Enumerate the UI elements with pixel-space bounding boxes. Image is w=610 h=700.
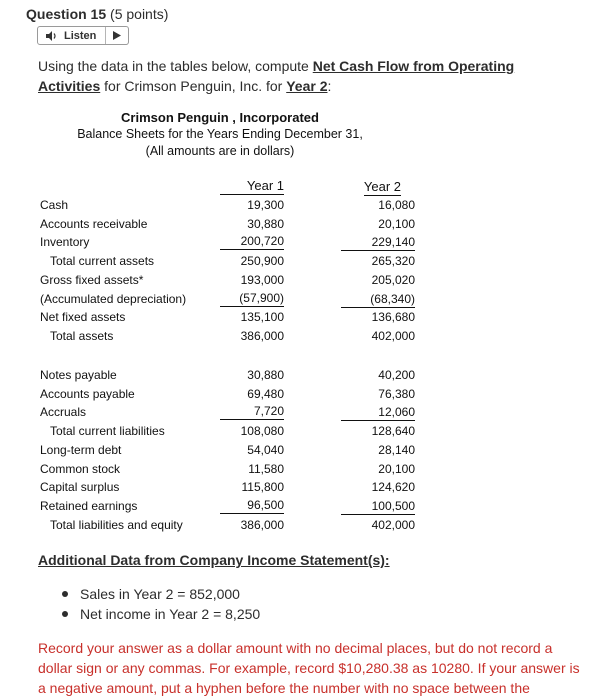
cell-year1: 193,000: [240, 272, 284, 287]
row-label-accounts-receivable: Accounts receivable: [40, 216, 148, 231]
row-label-long-term-debt: Long-term debt: [40, 442, 122, 457]
cell-year1: 30,880: [247, 368, 284, 382]
cell-year1: 69,480: [247, 386, 284, 401]
cell-year1: 108,080: [240, 424, 284, 439]
cell-year1: 200,720: [220, 233, 284, 250]
cell-year2: [327, 215, 415, 233]
cell-year2-value: 20,100: [378, 461, 415, 476]
cell-year2-value: 40,200: [378, 368, 415, 382]
question-points: (5 points): [110, 6, 169, 22]
prompt-text-mid: for Crimson Penguin, Inc. for: [100, 78, 287, 94]
prompt-text-end: :: [327, 78, 332, 94]
units-note: (All amounts are in dollars): [145, 144, 295, 158]
cell-year1: 115,800: [241, 480, 284, 495]
table-row: [40, 478, 420, 496]
cell-year2: [327, 460, 415, 478]
cell-year2-value: 402,000: [371, 517, 415, 532]
row-label-common-stock: Common stock: [40, 461, 121, 476]
balance-sheet-table: [40, 178, 420, 538]
table-row: [40, 215, 420, 233]
listen-button[interactable]: [37, 26, 129, 45]
row-label-accumulated-depreciation: (Accumulated depreciation): [40, 291, 187, 306]
cell-year1: 96,500: [220, 497, 284, 514]
row-label-capital-surplus: Capital surplus: [40, 480, 120, 495]
cell-year2-value: 28,140: [378, 442, 415, 457]
cell-year2-value: 265,320: [371, 254, 415, 269]
cell-year1: 386,000: [240, 517, 284, 532]
table-row: [40, 290, 420, 308]
cell-year2-value: (68,340): [341, 291, 415, 308]
cell-year2-value: 128,640: [371, 424, 415, 439]
table-row: [40, 308, 420, 326]
row-label-retained-earnings: Retained earnings: [40, 498, 138, 513]
cell-year2: [327, 422, 415, 440]
cell-year2: [327, 290, 415, 308]
row-label-gross-fixed-assets: Gross fixed assets*: [40, 272, 144, 287]
cell-year2: [327, 403, 415, 421]
table-row: [40, 460, 420, 478]
cell-year2: [327, 233, 415, 251]
cell-year2-value: 402,000: [371, 328, 415, 343]
cell-year2-value: 100,500: [341, 498, 415, 515]
table-row: [40, 385, 420, 403]
answer-instructions: Record your answer as a dollar amount with no decimal places, but do not record a dollar sign or any commas. For example, record $10,280.38 as 10280. If your answer is a negative amount, put a hyphen before the number with no space between the: [38, 640, 580, 696]
col-year2-label: Year 2: [363, 179, 401, 194]
cell-year2-value: 229,140: [341, 234, 415, 251]
table-row: [40, 422, 420, 440]
cell-year2: [327, 327, 415, 345]
cell-year2-value: 136,680: [371, 310, 415, 325]
row-label-inventory: Inventory: [40, 235, 90, 250]
cell-year2-value: 12,060: [341, 404, 415, 421]
row-label-total-current-assets: Total current assets: [50, 254, 155, 269]
table-row: [40, 271, 420, 289]
question-prompt: [38, 56, 578, 96]
row-label-total-liabilities-and-equity: Total liabilities and equity: [50, 517, 183, 532]
cell-year2-value: 20,100: [378, 216, 415, 231]
row-label-notes-payable: Notes payable: [40, 368, 117, 382]
cell-year2: [327, 271, 415, 289]
cell-year1: 250,900: [240, 254, 284, 269]
table-header-row: [40, 178, 420, 196]
additional-data-list: [62, 584, 260, 624]
row-label-total-current-liabilities: Total current liabilities: [50, 424, 165, 439]
list-item: Sales in Year 2 = 852,000: [62, 584, 260, 604]
prompt-text: Using the data in the tables below, compute: [38, 58, 313, 74]
question-title: Question 15: [26, 6, 107, 22]
cell-year1: (57,900): [220, 290, 284, 307]
row-label-total-assets: Total assets: [50, 328, 114, 343]
cell-year1: 54,040: [247, 442, 284, 457]
additional-data-heading: Additional Data from Company Income Statement(s):: [38, 552, 390, 568]
prompt-metric: Net Cash Flow from Operating Activities: [38, 58, 515, 94]
cell-year2: [327, 516, 415, 534]
cell-year1: 386,000: [240, 328, 284, 343]
cell-year2: [327, 252, 415, 270]
cell-year1: 7,720: [220, 403, 284, 420]
cell-year2-value: 124,620: [371, 480, 415, 495]
cell-year2: [327, 478, 415, 496]
table-row: [40, 252, 420, 270]
table-row: [40, 366, 420, 384]
row-label-accounts-payable: Accounts payable: [40, 386, 135, 401]
question-header: [26, 6, 168, 22]
cell-year2: [327, 366, 415, 384]
prompt-year: Year 2: [286, 78, 328, 94]
list-item: Net income in Year 2 = 8,250: [62, 604, 260, 624]
cell-year1: 30,880: [247, 216, 284, 231]
table-row: [40, 516, 420, 534]
balance-sheet-subtitle: Balance Sheets for the Years Ending December 31,: [77, 127, 363, 141]
col-year2-header: [327, 178, 415, 196]
cell-year2: [327, 385, 415, 403]
cell-year2: [327, 308, 415, 326]
table-row: [40, 327, 420, 345]
row-label-net-fixed-assets: Net fixed assets: [40, 310, 126, 325]
cell-year1: 135,100: [240, 310, 284, 325]
cell-year2: [327, 196, 415, 214]
table-row: [40, 441, 420, 459]
cell-year1: 11,580: [248, 461, 284, 476]
col-year1-header: Year 1: [220, 178, 284, 195]
row-label-accruals: Accruals: [40, 405, 87, 420]
cell-year2-value: 76,380: [378, 386, 415, 401]
table-row: [40, 233, 420, 251]
row-label-cash: Cash: [40, 198, 69, 212]
table-row: [40, 196, 420, 214]
play-icon[interactable]: [105, 27, 128, 44]
cell-year2-value: 205,020: [371, 272, 415, 287]
cell-year1: 19,300: [247, 198, 284, 212]
listen-label: Listen: [64, 29, 97, 42]
cell-year2-value: 16,080: [378, 198, 415, 212]
company-name: Crimson Penguin , Incorporated: [121, 110, 319, 125]
speaker-icon: [46, 31, 58, 41]
table-row: [40, 403, 420, 421]
table-row: [40, 497, 420, 515]
cell-year2: [327, 497, 415, 515]
cell-year2: [327, 441, 415, 459]
